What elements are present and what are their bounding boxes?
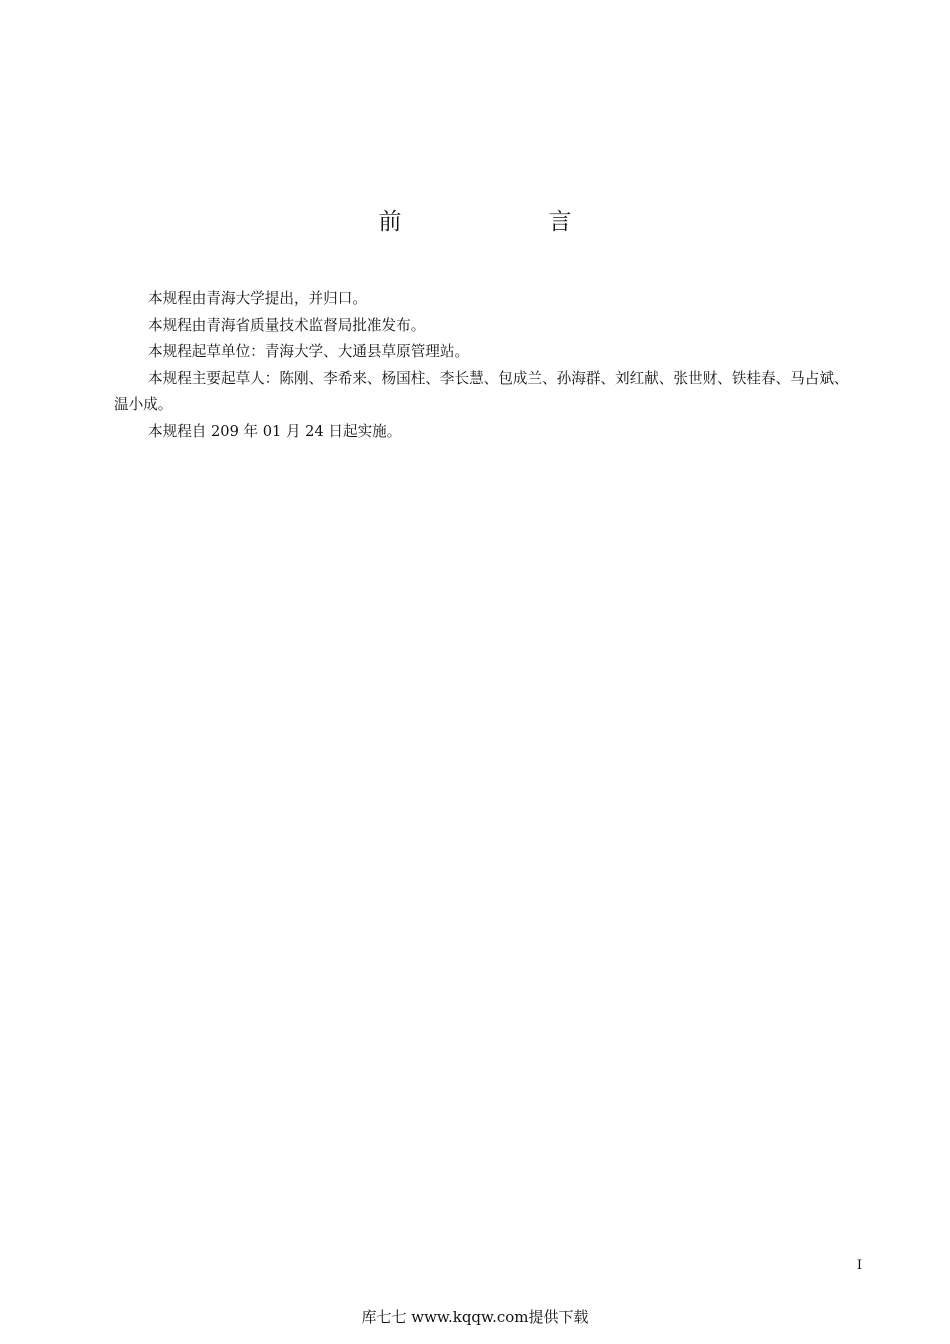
paragraph-proposer: 本规程由青海大学提出，并归口。 [148,290,367,307]
paragraph-drafters: 本规程主要起草人：陈刚、李希来、杨国柱、李长慧、包成兰、孙海群、刘红献、张世财、铁桂春、马占斌、温小成。 [114,369,849,413]
foreword-body [114,286,858,445]
paragraph-effective-date: 本规程自 209 年 01 月 24 日起实施。 [148,422,402,440]
page-title: 前 言 [378,209,634,235]
download-footer: 库七七 www.kqqw.com提供下载 [361,1308,589,1326]
paragraph-approval: 本规程由青海省质量技术监督局批准发布。 [148,316,426,334]
page-number: I [856,1258,862,1273]
paragraph-drafting-units: 本规程起草单位：青海大学、大通县草原管理站。 [148,343,470,360]
